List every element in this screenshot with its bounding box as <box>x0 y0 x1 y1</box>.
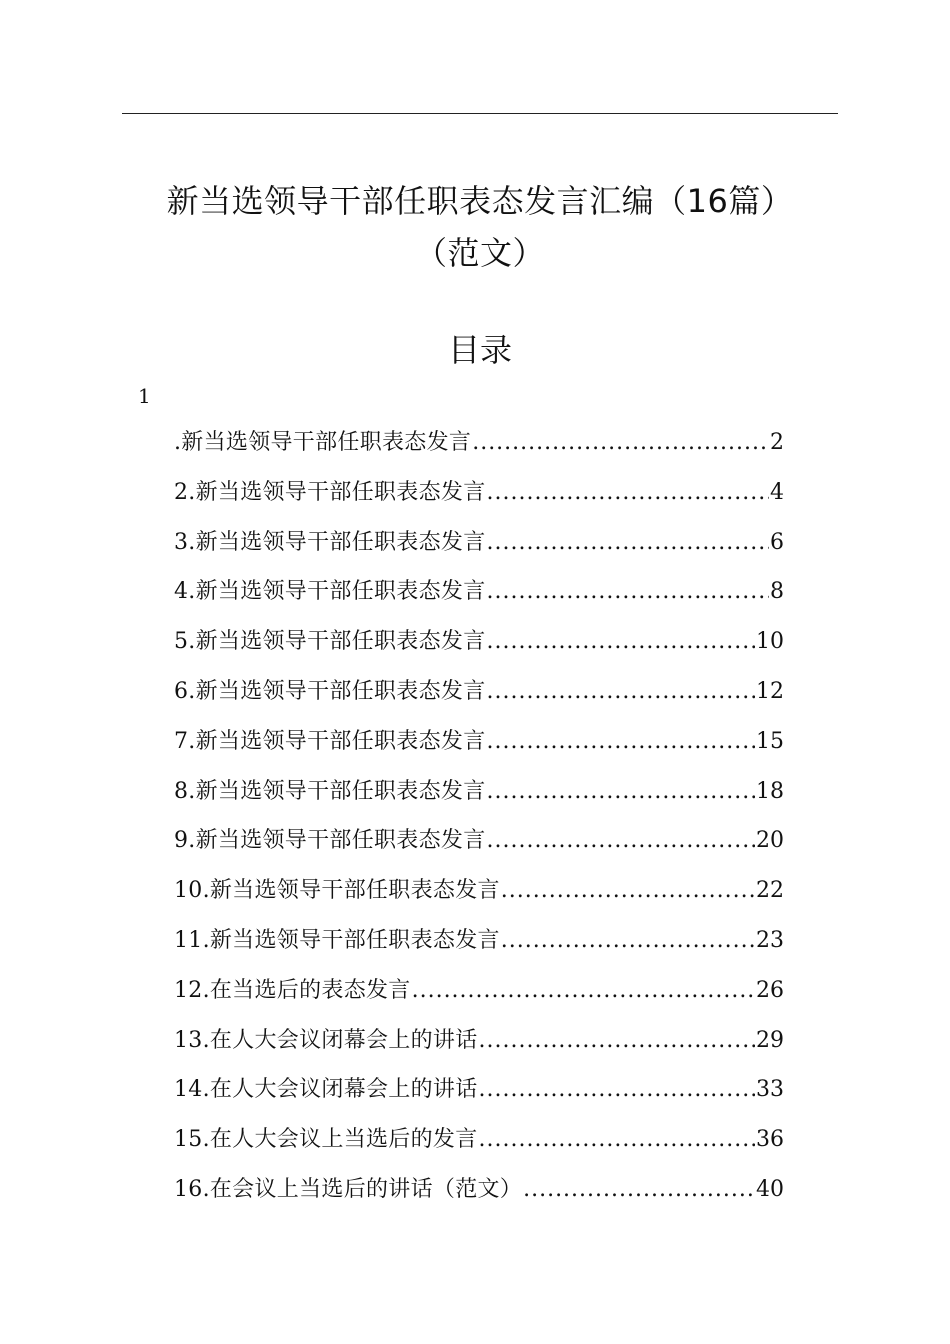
toc-leader-dots <box>487 729 756 754</box>
toc-entry-page: 36 <box>756 1127 784 1153</box>
toc-entry-16[interactable] <box>174 1172 784 1222</box>
toc-entry-label: 10.新当选领导干部任职表态发言 <box>174 878 500 904</box>
document-subtitle: （范文） <box>414 234 545 272</box>
toc-entry-label: 15.在人大会议上当选后的发言 <box>174 1127 478 1153</box>
toc-leader-dots <box>479 1127 756 1152</box>
toc-entry-page: 26 <box>756 977 784 1003</box>
toc-entry-label: .新当选领导干部任职表态发言 <box>174 430 472 455</box>
toc-entry-7[interactable] <box>174 724 784 774</box>
toc-entry-page: 10 <box>756 629 784 655</box>
toc-entry-2[interactable] <box>174 475 784 525</box>
toc-entry-page: 15 <box>756 728 784 754</box>
toc-leader-dots <box>501 878 755 903</box>
toc-entry-9[interactable] <box>174 823 784 873</box>
toc-leader-dots <box>487 828 756 853</box>
toc-entry-label: 8.新当选领导干部任职表态发言 <box>174 778 486 804</box>
toc-entry-label: 2.新当选领导干部任职表态发言 <box>174 479 486 505</box>
toc-leader-dots <box>479 1077 756 1102</box>
toc-entry-label: 5.新当选领导干部任职表态发言 <box>174 629 486 655</box>
toc-heading: 目录 <box>447 331 512 369</box>
toc-leader-dots <box>479 1028 756 1053</box>
toc-entry-page: 22 <box>756 878 784 904</box>
toc-entry-page: 4 <box>770 479 784 505</box>
toc-entry-page: 12 <box>756 678 784 704</box>
toc-entry-3[interactable] <box>174 525 784 575</box>
toc-entry-label: 13.在人大会议闭幕会上的讲话 <box>174 1027 478 1053</box>
toc-entry-page: 33 <box>756 1077 784 1103</box>
toc-entry-page: 23 <box>756 927 784 953</box>
toc-leader-dots <box>487 480 770 505</box>
toc-entry-page: 2 <box>770 430 784 455</box>
toc-entry-page: 18 <box>756 778 784 804</box>
toc-leader-dots <box>487 679 756 704</box>
toc-leader-dots <box>487 629 756 654</box>
toc-entry-label: 14.在人大会议闭幕会上的讲话 <box>174 1077 478 1103</box>
toc-entry-15[interactable] <box>174 1122 784 1172</box>
toc-entry-4[interactable] <box>174 574 784 624</box>
toc-leader-dots <box>523 1177 755 1202</box>
toc-entry-6[interactable] <box>174 674 784 724</box>
toc-entry-label: 6.新当选领导干部任职表态发言 <box>174 678 486 704</box>
toc-entry-label: 16.在会议上当选后的讲话（范文） <box>174 1176 523 1202</box>
toc-leader-dots <box>412 978 755 1003</box>
toc-entry-5[interactable] <box>174 624 784 674</box>
document-title: 新当选领导干部任职表态发言汇编（16篇） <box>166 182 794 220</box>
toc-leader-dots <box>487 779 756 804</box>
toc-entry-label: 7.新当选领导干部任职表态发言 <box>174 728 486 754</box>
toc-entry-10[interactable] <box>174 873 784 923</box>
toc-leader-dots <box>472 430 769 455</box>
table-of-contents <box>174 425 784 1222</box>
toc-entry-page: 29 <box>756 1027 784 1053</box>
toc-entry-label: 11.新当选领导干部任职表态发言 <box>174 927 500 953</box>
toc-leader-dots <box>487 579 770 604</box>
toc-entry-page: 8 <box>770 579 784 605</box>
toc-entry-14[interactable] <box>174 1072 784 1122</box>
toc-leader-dots <box>487 530 770 555</box>
toc-entry-page: 6 <box>770 529 784 555</box>
toc-entry-8[interactable] <box>174 774 784 824</box>
toc-entry-label: 4.新当选领导干部任职表态发言 <box>174 579 486 605</box>
toc-entry-11[interactable] <box>174 923 784 973</box>
toc-entry-page: 20 <box>756 828 784 854</box>
toc-entry-12[interactable] <box>174 973 784 1023</box>
toc-entry-label: 3.新当选领导干部任职表态发言 <box>174 529 486 555</box>
toc-entry-label: 12.在当选后的表态发言 <box>174 977 411 1003</box>
toc-leader-dots <box>501 928 755 953</box>
toc-entry-page: 40 <box>756 1176 784 1202</box>
toc-entry-1[interactable] <box>174 425 784 475</box>
stray-list-number: 1 <box>138 384 151 408</box>
toc-entry-label: 9.新当选领导干部任职表态发言 <box>174 828 486 854</box>
toc-entry-13[interactable] <box>174 1023 784 1073</box>
header-rule <box>122 113 838 114</box>
